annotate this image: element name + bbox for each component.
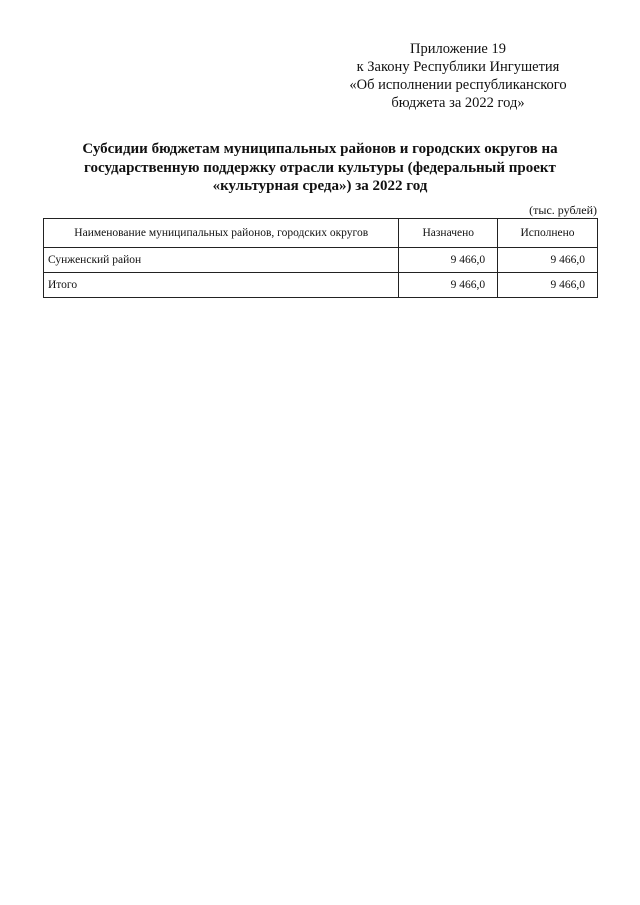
row-name: Итого <box>44 273 399 298</box>
title-line: Субсидии бюджетам муниципальных районов и городских округов на <box>82 141 558 157</box>
appendix-line: к Закону Республики Ингушетия <box>356 59 560 75</box>
document-title <box>40 140 600 196</box>
appendix-header <box>328 40 588 112</box>
row-executed: 9 466,0 <box>498 273 598 298</box>
appendix-line: «Об исполнении республиканского <box>349 77 567 93</box>
header-name: Наименование муниципальных районов, городских округов <box>44 219 399 248</box>
units-label: (тыс. рублей) <box>529 203 597 217</box>
subsidy-table <box>43 218 598 298</box>
appendix-line: бюджета за 2022 год» <box>391 95 525 111</box>
row-executed: 9 466,0 <box>498 248 598 273</box>
row-name: Сунженский район <box>44 248 399 273</box>
table-row <box>44 248 598 273</box>
table-header-row <box>44 219 598 248</box>
header-executed: Исполнено <box>498 219 598 248</box>
title-line: государственную поддержку отрасли культуры (федеральный проект <box>84 159 556 176</box>
row-assigned: 9 466,0 <box>399 273 498 298</box>
row-assigned: 9 466,0 <box>399 248 498 273</box>
title-line: «культурная среда») за 2022 год <box>212 178 428 194</box>
table-row-total <box>44 273 598 298</box>
header-assigned: Назначено <box>399 219 498 248</box>
appendix-line: Приложение 19 <box>410 41 506 57</box>
